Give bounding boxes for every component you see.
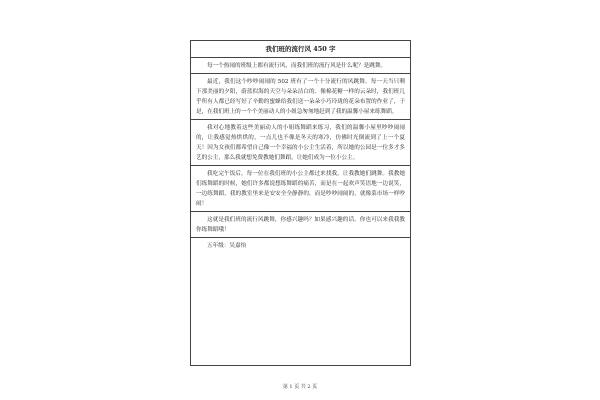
author-line: 五年级：吴嘉怡 [207, 243, 247, 249]
document-page [190, 40, 411, 366]
paragraph: 我对心地教着这些美丽动人的小姐练舞蹈来练习，我们的温馨小屋里吵吵闹闹的，让我感觉热烘烘的，一点儿也不像是冬天的寒冷，仿佛时光倒流到了上一个夏天！因为女孩们都希望自己像一个幸福的小公主生活着，所以她的公园是一位多才多艺的公主，那么我就想免费教她们舞蹈，让她们成为一位小公主。 [191, 120, 410, 166]
paragraph: 我吃完午饭后，每一位在我们班的小公主都过来找我，让我教她们跳舞。我教她们练舞蹈的时候，她们许多都说想练舞蹈的痛苦，而是在一起欢声笑语地一边说笑，一边练舞蹈，我的教室里来是安安全全静静的，而是吵吵闹闹的，就像菜市场一样吵闹！ [191, 166, 410, 212]
paragraph: 这就是我们班的流行风跳舞，你感兴趣吗？如果感兴趣的话，你也可以来我我教你练舞蹈哦！ [191, 212, 410, 238]
page-number: 第 1 页 共 2 页 [282, 384, 318, 390]
paragraph: 最近，我们这个吵吵闹闹的 502 班有了一个十分流行的风跳舞。每一天当只剩下那美丽的夕阳，蔚蓝似海的天空与朵朵洁白的、像棉花糖一样的云朵时，我们班几乎所有人都已经写好了辛勤的蜜蜂给我们送一朵朵小巧玲珑的花朵布置的作业了，于是，在我们班上的一个个美丽动人的小姐急匆匆地赶到了我的温馨小屋来练舞蹈。 [191, 74, 410, 120]
paragraph: 每一个热闹的班级上都有流行风，而我们班的流行风是什么呢？是跳舞。 [191, 58, 410, 74]
document-title: 我们班的流行风 450 字 [191, 41, 410, 58]
